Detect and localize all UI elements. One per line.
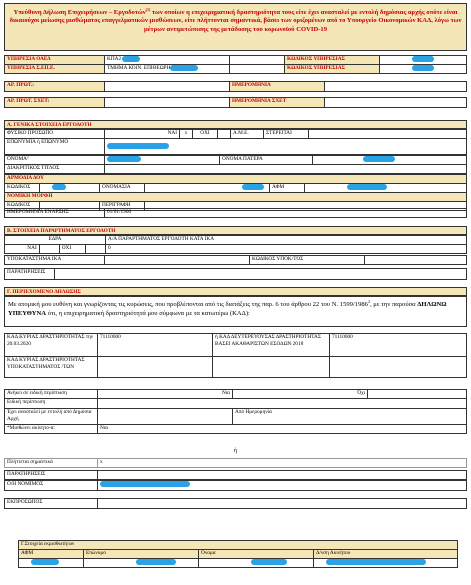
empty-cell [230,56,285,65]
label-onomasia: ΟΝΟΜΑΣΙΑ [100,184,145,193]
sepe-value-cell [105,65,230,74]
b-paratiriseis-table [4,268,467,280]
label-aa-parartimatos: Α/Α ΠΑΡΑΡΤΗΜΑΤΟΣ ΕΡΓΟΔΟΤΗ ΚΑΤΑ ΙΚΑ [106,236,467,245]
kad-table [4,333,467,378]
label-kodikos-ypok: ΚΩΔΙΚΟΣ ΥΠΟΚ/ΤΟΣ [250,256,365,265]
form-title [4,3,467,51]
redacted-mark [100,481,190,487]
kad-ypokat-value [98,357,213,378]
label-ar-prot-sxet: ΑΡ. ΠΡΩΤ. ΣΧΕΤ: [5,98,105,108]
c-paratiriseis-table [4,470,467,480]
protocol-table [4,81,467,92]
lessor-eponymo-value [84,559,199,568]
label-onoma-patera: ΟΝΟΜΑ ΠΑΤΕΡΑ [220,156,313,165]
ypokatastima-value [105,256,250,265]
para-text-a: Με ατομική μου ευθύνη και γνωρίζοντας τις κυρώσεις, που προβλέπονται από τις διατάξεις της παρ. 6 του άρθρου 22 του Ν. 1599/1986 [8,301,368,309]
label-imerominia: ΗΜΕΡΟΜΗΝΙΑ [230,82,325,92]
label-plittetai: Πλήττεται σημαντικά [5,459,98,468]
eidiki-table [4,389,467,434]
label-kad-kyrias: ΚΑΔ ΚΥΡΙΑΣ ΔΡΑΣΤΗΡΙΟΤΗΤΑΣ την 20.03.2020 [5,334,98,357]
label-ypokatastima: ΥΠΟΚΑΤΑΣΤΗΜΑ ΙΚΑ [5,256,105,265]
ame-label: Α.Μ.Ε. [231,130,264,139]
label-b-paratiriseis: ΠΑΡΑΤΗΡΗΣΕΙΣ [5,269,55,280]
label-apo-imerominia: Από Ημερομηνία [233,409,467,425]
diakritikos-value [105,165,467,174]
label-kodikos-morfi: ΚΩΔΙΚΟΣ [5,202,40,211]
title-main: Υπεύθυνη Δήλωση Επιχειρήσεων – Εργοδοτών [13,9,146,17]
para-text-c: ότι, η επιχειρηματική δραστηριότητά μου σύμφωνα με τα κατωτέρω (ΚΑΔ): [46,309,250,317]
kad-defter-value: 71110000 [330,334,467,357]
nai-mark: x [180,130,193,139]
edra-nai: ΝΑΙ [5,245,40,254]
lessor-onoma-value [199,559,314,568]
label-eidiki: Ειδική περίπτωση [5,399,98,409]
section-b-table [4,235,467,254]
section-c-heading: Γ. ΠΕΡΙΕΧΟΜΕΝΟ ΔΗΛΩΣΗΣ [4,287,467,296]
label-nomimos: Ο/Η ΝΟΜΙΜΟΣ [5,481,98,491]
title-rest: των οποίων η επιχειρηματική δραστηριότητα τους είτε έχει ανασταλεί με εντολή δημόσιας αρχής οπότε είναι δικαιούχοι μείωσης μισθώματος επαγγελματικών μισθώσεων, είτε πλήττονται σημαντικά, βάσει των οριζομένων από το Υπουργείο Οικονομικών ΚΑΔ, λόγω των μέτρων αντιμετώπισης της μετάδοσης του κορωνοϊού COVID-19 [9,9,462,33]
oxi-label: ΟΧΙ [193,130,218,139]
redacted-mark [412,56,434,62]
label-perigrafi: ΠΕΡΙΓΡΑΦΗ [100,202,145,211]
kodikos-1-value [380,56,467,65]
redacted-mark [251,559,287,565]
ar-prot-value [105,82,230,92]
ypokatastima-table [4,255,467,265]
header-table [4,55,467,74]
kodikos-2-value [380,65,467,74]
lessor-dnsi-value [314,559,458,568]
redacted-mark [107,143,169,149]
imerominia-value [325,82,467,92]
para-bold: ΔΗΛΩΝΩ ΥΠΕΥΘΥΝΑ [8,301,447,317]
redacted-mark [242,184,264,190]
lessor-heading: Γ.Στοιχεία εκμισθωτή/ων [19,541,458,550]
enarxis-value: 01/01/1900 [105,209,467,218]
redacted-mark [347,184,387,190]
label-misthonei: *Μισθώνει ακίνητο-α: [5,425,98,434]
b-paratiriseis-value [55,269,467,280]
c-paratiriseis-value [98,471,467,480]
declaration-paragraph [4,296,467,327]
oaed-value-cell [105,56,230,65]
label-anikei: Ανήκει σε ειδική περίπτωση [5,390,98,399]
kodikos-ypok-value [365,256,467,265]
redacted-mark [363,156,395,162]
label-afm: ΑΦΜ [270,184,305,193]
redacted-mark [136,559,176,565]
lessor-table [18,540,458,568]
para-footnote: 2 [367,299,370,304]
anikei-oxi: Όχι [233,390,368,399]
eponymia-table [4,138,467,155]
empty-cell [230,65,285,74]
lessor-col-onoma: Ονομα [199,550,314,559]
plittetai-value: x [98,459,467,468]
label-kodikos-ypiresias-1: ΚΩΔΙΚΟΣ ΥΠΗΡΕΣΙΑΣ [285,56,380,65]
redacted-mark [170,65,198,71]
redacted-mark [31,559,59,565]
eidiki-value [98,399,467,409]
kad-kyrias-value: 71110000 [98,334,213,357]
label-kodikos-ypiresias-2: ΚΩΔΙΚΟΣ ΥΠΗΡΕΣΙΑΣ [285,65,380,74]
protocol-sxet-table [4,97,467,108]
or-separator: ή [233,448,238,454]
edra-oxi-mark [86,245,106,254]
doy-table [4,174,467,211]
title-footnote: (1) [145,7,151,12]
enarxis-table [4,208,467,218]
plittetai-table [4,458,467,468]
label-edra: ΕΔΡΑ [5,236,106,245]
ar-prot-sxet-value [105,98,230,108]
label-ekprosopos: ΕΚΠΡΟΣΩΠΟΣ [5,499,98,509]
label-kodikos-doy: ΚΩΔΙΚΟΣ [5,184,40,193]
misthonei-value: Ναι [98,425,467,434]
label-kad-ypokat: ΚΑΔ ΚΥΡΙΑΣ ΔΡΑΣΤΗΡΙΟΤΗΤΑΣ ΥΠΟΚΑΤΑΣΤΗΜΑΤΟΣ /ΤΩΝ [5,357,98,378]
lessor-afm-value [19,559,84,568]
label-ypiresia-oaed: ΥΠΗΡΕΣΙΑ ΟΑΕΔ [5,56,105,65]
label-diakritikos: ΔΙΑΚΡΙΤΙΚΟΣ ΤΙΤΛΟΣ [5,165,105,174]
anikei-mark [368,390,467,399]
nomimos-value [98,481,467,491]
eponymia-value [105,139,467,155]
label-imerominia-sxet: ΗΜΕΡΟΜΗΝΙΑ ΣΧΕΤ [230,98,325,108]
anikei-nai: Ναι [98,390,233,399]
label-onoma: ΟΝΟΜΑ² [5,156,105,165]
sepe-value: ΤΜΗΜΑ ΚΟΙΝ. ΕΠΙΘΕΩΡΗ [107,65,171,72]
ekprosopos-table [4,498,467,509]
label-c-paratiriseis: ΠΑΡΑΤΗΡΗΣΕΙΣ [5,471,98,480]
onomasia-value [145,184,270,193]
afm-value [305,184,467,193]
nomimos-table [4,480,467,491]
imerominia-sxet-value [325,98,467,108]
para-text-b: , με την παρούσα [369,301,418,309]
diakritikos-table [4,164,467,174]
stereitai-label: ΣΤΕΡΕΙΤΑΙ [264,130,309,139]
label-eponymia: ΕΠΩΝΥΜΙΑ ή ΕΠΩΝΥΜΟ [5,139,105,155]
empty-cell [330,357,467,378]
lessor-col-afm: ΑΦΜ [19,550,84,559]
section-a-heading: Α. ΓΕΝΙΚΑ ΣΤΟΙΧΕΙΑ ΕΡΓΟΔΟΤΗ [4,120,467,129]
lessor-col-dnsi: Δ/νση Ακινήτου [314,550,458,559]
edra-nai-mark [39,245,59,254]
label-imerominia-enarxis: ΗΜΕΡΟΜΗΝΙΑ ΕΝΑΡΞΗΣ [5,209,105,218]
section-b-heading: Β. ΣΤΟΙΧΕΙΑ ΠΑΡΑΡΤΗΜΑΤΟΣ ΕΡΓΟΔΟΤΗ [4,226,467,235]
label-ypiresia-sepe: ΥΠΗΡΕΣΙΑ Σ.ΕΠ.Ε. [5,65,105,74]
kodikos-doy-value [40,184,100,193]
redacted-mark [107,156,141,162]
label-ar-prot: ΑΡ. ΠΡΩΤ.: [5,82,105,92]
ekprosopos-value [98,499,467,509]
label-anastali: Έχει ανασταλεί με εντολή από Δημόσια Αρχή [5,409,98,425]
nai-label: ΝΑΙ [105,130,180,139]
oaed-value: ΚΠΑ2 [107,56,122,63]
redacted-mark [326,559,426,565]
label-fysiko-prosopo: ΦΥΣΙΚΟ ΠΡΟΣΩΠΟ [5,130,105,139]
redacted-mark [122,56,140,62]
anastali-value [98,409,233,425]
label-kad-defter: ή ΚΑΔ ΔΕΥΤΕΡΕΥΟΥΣΑΣ ΔΡΑΣΤΗΡΙΟΤΗΤΑΣ ΒΑΣΕΙ ΑΚΑΘΑΡΙΣΤΩΝ ΕΣΟΔΩΝ 2018 [213,334,330,357]
redacted-mark [412,65,434,71]
redacted-mark [52,184,66,190]
empty-cell [213,357,330,378]
lessor-col-eponymo: Επώνυμο [84,550,199,559]
label-armodia-doy: ΑΡΜΟΔΙΑ ΔΟΥ [5,175,467,184]
edra-oxi: ΟΧΙ [59,245,85,254]
aa-value: 0 [106,245,467,254]
label-nomiki-morfi: ΝΟΜΙΚΗ ΜΟΡΦΗ [5,193,467,202]
